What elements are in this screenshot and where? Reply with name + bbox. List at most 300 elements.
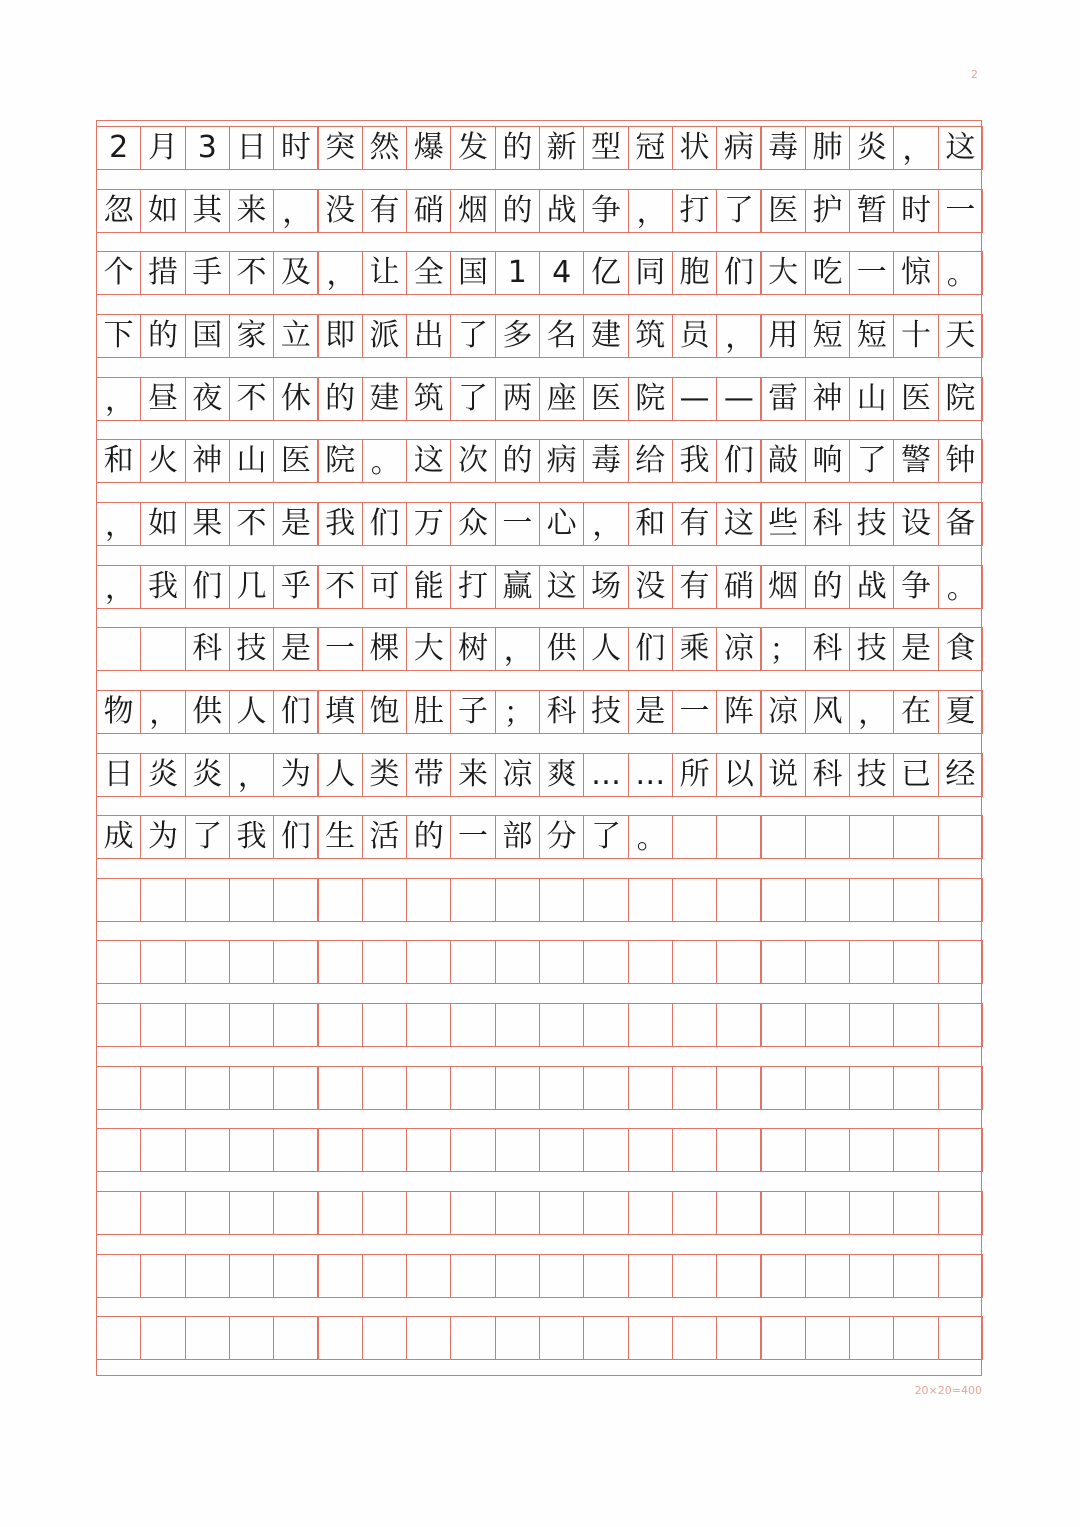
grid-cell: [716, 1316, 761, 1360]
grid-cell: [140, 878, 185, 922]
grid-cell: [362, 940, 407, 984]
manuscript-grid: [96, 120, 982, 1376]
grid-cell: [893, 1191, 938, 1235]
grid-cell: 带: [406, 753, 451, 797]
grid-cell: [849, 1066, 894, 1110]
grid-cell: 些: [761, 502, 806, 546]
grid-cell: [716, 815, 761, 859]
grid-cell: 一: [849, 251, 894, 295]
grid-cell: 亿: [583, 251, 628, 295]
grid-cell: [229, 1191, 274, 1235]
grid-cell: [672, 1254, 717, 1298]
grid-cell: 派: [362, 314, 407, 358]
grid-cell: 医: [761, 189, 806, 233]
grid-cell: 几: [229, 565, 274, 609]
grid-cell: 以: [716, 753, 761, 797]
grid-cell: [761, 940, 806, 984]
grid-cell: 全: [406, 251, 451, 295]
grid-cell: 科: [805, 627, 850, 671]
grid-cell: [96, 1316, 141, 1360]
grid-cell: 惊: [893, 251, 938, 295]
grid-cell: 。: [362, 439, 407, 483]
grid-cell: 这: [716, 502, 761, 546]
grid-cell: [362, 1316, 407, 1360]
grid-cell: 们: [273, 815, 318, 859]
grid-cell: [96, 1254, 141, 1298]
grid-cell: 了: [450, 377, 495, 421]
grid-cell: 科: [805, 502, 850, 546]
grid-cell: 的: [406, 815, 451, 859]
grid-cell: 了: [583, 815, 628, 859]
grid-cell: ，: [495, 627, 540, 671]
grid-cell: [938, 1191, 983, 1235]
grid-cell: [849, 1191, 894, 1235]
grid-cell: [583, 1191, 628, 1235]
grid-cell: 然: [362, 126, 407, 170]
grid-cell: [761, 878, 806, 922]
grid-cell: [938, 1066, 983, 1110]
grid-cell: [805, 815, 850, 859]
grid-cell: [672, 1191, 717, 1235]
grid-cell: [539, 1191, 584, 1235]
grid-cell: [539, 940, 584, 984]
grid-cell: [761, 1003, 806, 1047]
grid-cell: [805, 940, 850, 984]
grid-cell: [672, 1066, 717, 1110]
grid-cell: 乎: [273, 565, 318, 609]
grid-cell: 技: [583, 690, 628, 734]
grid-cell: [318, 1128, 363, 1172]
grid-cell: [140, 940, 185, 984]
grid-cell: [406, 1066, 451, 1110]
grid-cell: 我: [672, 439, 717, 483]
grid-cell: [849, 815, 894, 859]
grid-cell: 人: [583, 627, 628, 671]
grid-cell: 科: [185, 627, 230, 671]
grid-cell: [893, 815, 938, 859]
grid-cell: 院: [318, 439, 363, 483]
grid-cell: 说: [761, 753, 806, 797]
grid-cell: 的: [495, 439, 540, 483]
grid-cell: 来: [450, 753, 495, 797]
grid-cell: 没: [318, 189, 363, 233]
grid-cell: ，: [140, 690, 185, 734]
grid-cell: 的: [318, 377, 363, 421]
grid-cell: 。: [938, 565, 983, 609]
grid-cell: [761, 1066, 806, 1110]
grid-cell: 钟: [938, 439, 983, 483]
grid-cell: 赢: [495, 565, 540, 609]
grid-cell: [805, 1316, 850, 1360]
grid-cell: [229, 940, 274, 984]
grid-cell: [893, 1254, 938, 1298]
grid-cell: 日: [96, 753, 141, 797]
grid-cell: 科: [805, 753, 850, 797]
grid-cell: [185, 1066, 230, 1110]
grid-cell: [495, 1254, 540, 1298]
grid-cell: 有: [672, 565, 717, 609]
grid-cell: 战: [849, 565, 894, 609]
grid-cell: 一: [938, 189, 983, 233]
grid-cell: 在: [893, 690, 938, 734]
grid-cell: 暂: [849, 189, 894, 233]
grid-cell: [893, 940, 938, 984]
grid-cell: 建: [362, 377, 407, 421]
grid-cell: [628, 1003, 673, 1047]
grid-cell: 如: [140, 189, 185, 233]
grid-cell: 夏: [938, 690, 983, 734]
grid-cell: 是: [893, 627, 938, 671]
grid-cell: 其: [185, 189, 230, 233]
grid-cell: 毒: [583, 439, 628, 483]
grid-cell: 一: [450, 815, 495, 859]
grid-cell: 给: [628, 439, 673, 483]
grid-cell: [672, 940, 717, 984]
grid-cell: [273, 1191, 318, 1235]
grid-cell: [273, 1066, 318, 1110]
grid-cell: [893, 1128, 938, 1172]
grid-cell: 人: [318, 753, 363, 797]
grid-cell: [185, 1254, 230, 1298]
grid-cell: 我: [229, 815, 274, 859]
grid-cell: 供: [185, 690, 230, 734]
grid-cell: 座: [539, 377, 584, 421]
grid-cell: 阵: [716, 690, 761, 734]
grid-cell: [450, 878, 495, 922]
grid-cell: [672, 1128, 717, 1172]
grid-cell: [450, 1128, 495, 1172]
grid-cell: —: [716, 377, 761, 421]
grid-cell: 分: [539, 815, 584, 859]
grid-cell: 敲: [761, 439, 806, 483]
grid-cell: [96, 1066, 141, 1110]
grid-cell: 生: [318, 815, 363, 859]
grid-cell: [362, 1128, 407, 1172]
grid-cell: [583, 1066, 628, 1110]
grid-cell: 场: [583, 565, 628, 609]
grid-cell: [229, 1128, 274, 1172]
grid-cell: 国: [450, 251, 495, 295]
grid-cell: 新: [539, 126, 584, 170]
grid-cell: 时: [893, 189, 938, 233]
grid-cell: ，: [96, 565, 141, 609]
grid-cell: [229, 878, 274, 922]
grid-cell: [450, 940, 495, 984]
grid-cell: 供: [539, 627, 584, 671]
grid-cell: 不: [229, 377, 274, 421]
grid-cell: 心: [539, 502, 584, 546]
grid-cell: [849, 878, 894, 922]
grid-cell: [140, 1003, 185, 1047]
grid-cell: [893, 1003, 938, 1047]
grid-cell: [938, 1003, 983, 1047]
grid-cell: 技: [849, 502, 894, 546]
grid-cell: 和: [96, 439, 141, 483]
grid-cell: 食: [938, 627, 983, 671]
grid-cell: 家: [229, 314, 274, 358]
grid-cell: 休: [273, 377, 318, 421]
grid-cell: 技: [849, 627, 894, 671]
grid-cell: 雷: [761, 377, 806, 421]
grid-cell: [628, 1316, 673, 1360]
grid-cell: [761, 1128, 806, 1172]
grid-cell: 没: [628, 565, 673, 609]
grid-cell: [893, 878, 938, 922]
grid-cell: [495, 1003, 540, 1047]
grid-cell: [761, 1254, 806, 1298]
grid-cell: [273, 1316, 318, 1360]
grid-cell: [583, 1128, 628, 1172]
grid-cell: 出: [406, 314, 451, 358]
grid-cell: [362, 1066, 407, 1110]
grid-cell: 为: [140, 815, 185, 859]
grid-cell: [805, 1254, 850, 1298]
grid-cell: [628, 1254, 673, 1298]
grid-spec-label: 20×20=400: [914, 1384, 982, 1397]
grid-cell: 昼: [140, 377, 185, 421]
grid-cell: [805, 1191, 850, 1235]
grid-cell: 不: [229, 502, 274, 546]
grid-cell: [495, 940, 540, 984]
grid-cell: 我: [318, 502, 363, 546]
grid-cell: 们: [185, 565, 230, 609]
grid-cell: [495, 1066, 540, 1110]
grid-cell: [406, 1003, 451, 1047]
grid-cell: …: [628, 753, 673, 797]
grid-cell: ，: [318, 251, 363, 295]
grid-cell: [716, 1066, 761, 1110]
grid-cell: [450, 1191, 495, 1235]
grid-cell: 员: [672, 314, 717, 358]
grid-cell: 医: [273, 439, 318, 483]
grid-cell: 打: [672, 189, 717, 233]
grid-cell: 类: [362, 753, 407, 797]
grid-cell: [583, 1316, 628, 1360]
grid-cell: 名: [539, 314, 584, 358]
grid-cell: 凉: [495, 753, 540, 797]
grid-cell: [539, 1254, 584, 1298]
grid-cell: ，: [273, 189, 318, 233]
grid-cell: 一: [672, 690, 717, 734]
grid-cell: 是: [628, 690, 673, 734]
grid-cell: [362, 1003, 407, 1047]
grid-cell: [140, 1316, 185, 1360]
grid-cell: [716, 1191, 761, 1235]
grid-cell: [938, 815, 983, 859]
page-number: 2: [971, 68, 982, 81]
grid-cell: 的: [805, 565, 850, 609]
grid-cell: 状: [672, 126, 717, 170]
grid-cell: 次: [450, 439, 495, 483]
grid-cell: [273, 878, 318, 922]
grid-cell: [362, 1254, 407, 1298]
grid-cell: 立: [273, 314, 318, 358]
grid-cell: [140, 1066, 185, 1110]
grid-cell: [229, 1003, 274, 1047]
grid-cell: [672, 878, 717, 922]
grid-cell: [96, 1003, 141, 1047]
grid-cell: ，: [849, 690, 894, 734]
grid-cell: 胞: [672, 251, 717, 295]
grid-cell: 病: [539, 439, 584, 483]
grid-cell: 争: [893, 565, 938, 609]
grid-cell: 护: [805, 189, 850, 233]
grid-cell: [318, 1003, 363, 1047]
grid-cell: 了: [185, 815, 230, 859]
grid-cell: [140, 1191, 185, 1235]
grid-cell: [938, 1316, 983, 1360]
grid-cell: 下: [96, 314, 141, 358]
grid-cell: 不: [318, 565, 363, 609]
grid-cell: [318, 1191, 363, 1235]
grid-cell: 天: [938, 314, 983, 358]
grid-cell: 科: [539, 690, 584, 734]
grid-cell: 两: [495, 377, 540, 421]
grid-cell: [273, 1128, 318, 1172]
grid-cell: 风: [805, 690, 850, 734]
grid-cell: 爽: [539, 753, 584, 797]
grid-cell: 响: [805, 439, 850, 483]
grid-cell: [450, 1066, 495, 1110]
grid-cell: [672, 1316, 717, 1360]
grid-cell: 日: [229, 126, 274, 170]
grid-cell: [185, 1128, 230, 1172]
grid-cell: 万: [406, 502, 451, 546]
grid-cell: ，: [628, 189, 673, 233]
grid-cell: 战: [539, 189, 584, 233]
grid-cell: 是: [273, 627, 318, 671]
grid-cell: 山: [229, 439, 274, 483]
grid-cell: [539, 1128, 584, 1172]
grid-cell: 医: [893, 377, 938, 421]
grid-cell: [185, 1191, 230, 1235]
grid-cell: 国: [185, 314, 230, 358]
grid-cell: [539, 878, 584, 922]
grid-cell: 人: [229, 690, 274, 734]
grid-cell: 火: [140, 439, 185, 483]
grid-cell: 大: [761, 251, 806, 295]
grid-cell: 乘: [672, 627, 717, 671]
grid-cell: 设: [893, 502, 938, 546]
grid-cell: [716, 1003, 761, 1047]
grid-cell: [583, 878, 628, 922]
grid-cell: 可: [362, 565, 407, 609]
grid-cell: [849, 1003, 894, 1047]
grid-cell: 月: [140, 126, 185, 170]
grid-cell: 炎: [185, 753, 230, 797]
grid-cell: 烟: [450, 189, 495, 233]
grid-cell: [849, 1128, 894, 1172]
grid-cell: 短: [805, 314, 850, 358]
grid-cell: 物: [96, 690, 141, 734]
grid-cell: [185, 940, 230, 984]
grid-cell: [583, 940, 628, 984]
grid-cell: [805, 1066, 850, 1110]
grid-cell: 病: [716, 126, 761, 170]
grid-cell: 十: [893, 314, 938, 358]
grid-cell: 们: [716, 251, 761, 295]
grid-cell: 们: [716, 439, 761, 483]
grid-cell: [938, 940, 983, 984]
grid-cell: [229, 1066, 274, 1110]
grid-cell: [938, 1128, 983, 1172]
grid-cell: [318, 940, 363, 984]
grid-cell: 4: [539, 251, 584, 295]
grid-cell: [185, 878, 230, 922]
grid-cell: 一: [318, 627, 363, 671]
grid-cell: 果: [185, 502, 230, 546]
grid-cell: 夜: [185, 377, 230, 421]
grid-cell: 不: [229, 251, 274, 295]
grid-cell: 凉: [716, 627, 761, 671]
grid-cell: 众: [450, 502, 495, 546]
grid-cell: 警: [893, 439, 938, 483]
grid-cell: [495, 878, 540, 922]
grid-cell: ，: [583, 502, 628, 546]
grid-cell: 来: [229, 189, 274, 233]
grid-cell: 院: [628, 377, 673, 421]
grid-cell: [849, 940, 894, 984]
grid-cell: [406, 940, 451, 984]
grid-cell: [318, 1316, 363, 1360]
grid-cell: [539, 1316, 584, 1360]
grid-cell: [229, 1254, 274, 1298]
grid-cell: [495, 1128, 540, 1172]
grid-cell: 多: [495, 314, 540, 358]
grid-cell: 医: [583, 377, 628, 421]
grid-cell: 的: [140, 314, 185, 358]
grid-cell: [849, 1254, 894, 1298]
grid-cell: [761, 1316, 806, 1360]
grid-cell: 用: [761, 314, 806, 358]
grid-cell: 了: [849, 439, 894, 483]
grid-cell: —: [672, 377, 717, 421]
grid-cell: [805, 878, 850, 922]
grid-cell: [96, 1128, 141, 1172]
grid-cell: 硝: [406, 189, 451, 233]
grid-cell: 们: [273, 690, 318, 734]
grid-cell: [495, 1316, 540, 1360]
grid-cell: 吃: [805, 251, 850, 295]
grid-cell: 烟: [761, 565, 806, 609]
grid-cell: [140, 1128, 185, 1172]
grid-cell: [539, 1003, 584, 1047]
grid-cell: [938, 878, 983, 922]
grid-cell: [229, 1316, 274, 1360]
grid-cell: 技: [849, 753, 894, 797]
grid-cell: 有: [362, 189, 407, 233]
grid-cell: 时: [273, 126, 318, 170]
grid-cell: 们: [362, 502, 407, 546]
grid-cell: 已: [893, 753, 938, 797]
grid-cell: 筑: [406, 377, 451, 421]
grid-cell: 饱: [362, 690, 407, 734]
grid-cell: 备: [938, 502, 983, 546]
grid-cell: 神: [805, 377, 850, 421]
grid-cell: [96, 1191, 141, 1235]
grid-cell: [273, 1003, 318, 1047]
grid-cell: 这: [938, 126, 983, 170]
grid-cell: [583, 1254, 628, 1298]
grid-cell: [185, 1003, 230, 1047]
grid-cell: 及: [273, 251, 318, 295]
grid-cell: [893, 1066, 938, 1110]
grid-cell: 如: [140, 502, 185, 546]
grid-cell: 成: [96, 815, 141, 859]
grid-cell: [318, 878, 363, 922]
grid-cell: [628, 940, 673, 984]
grid-cell: 的: [495, 126, 540, 170]
